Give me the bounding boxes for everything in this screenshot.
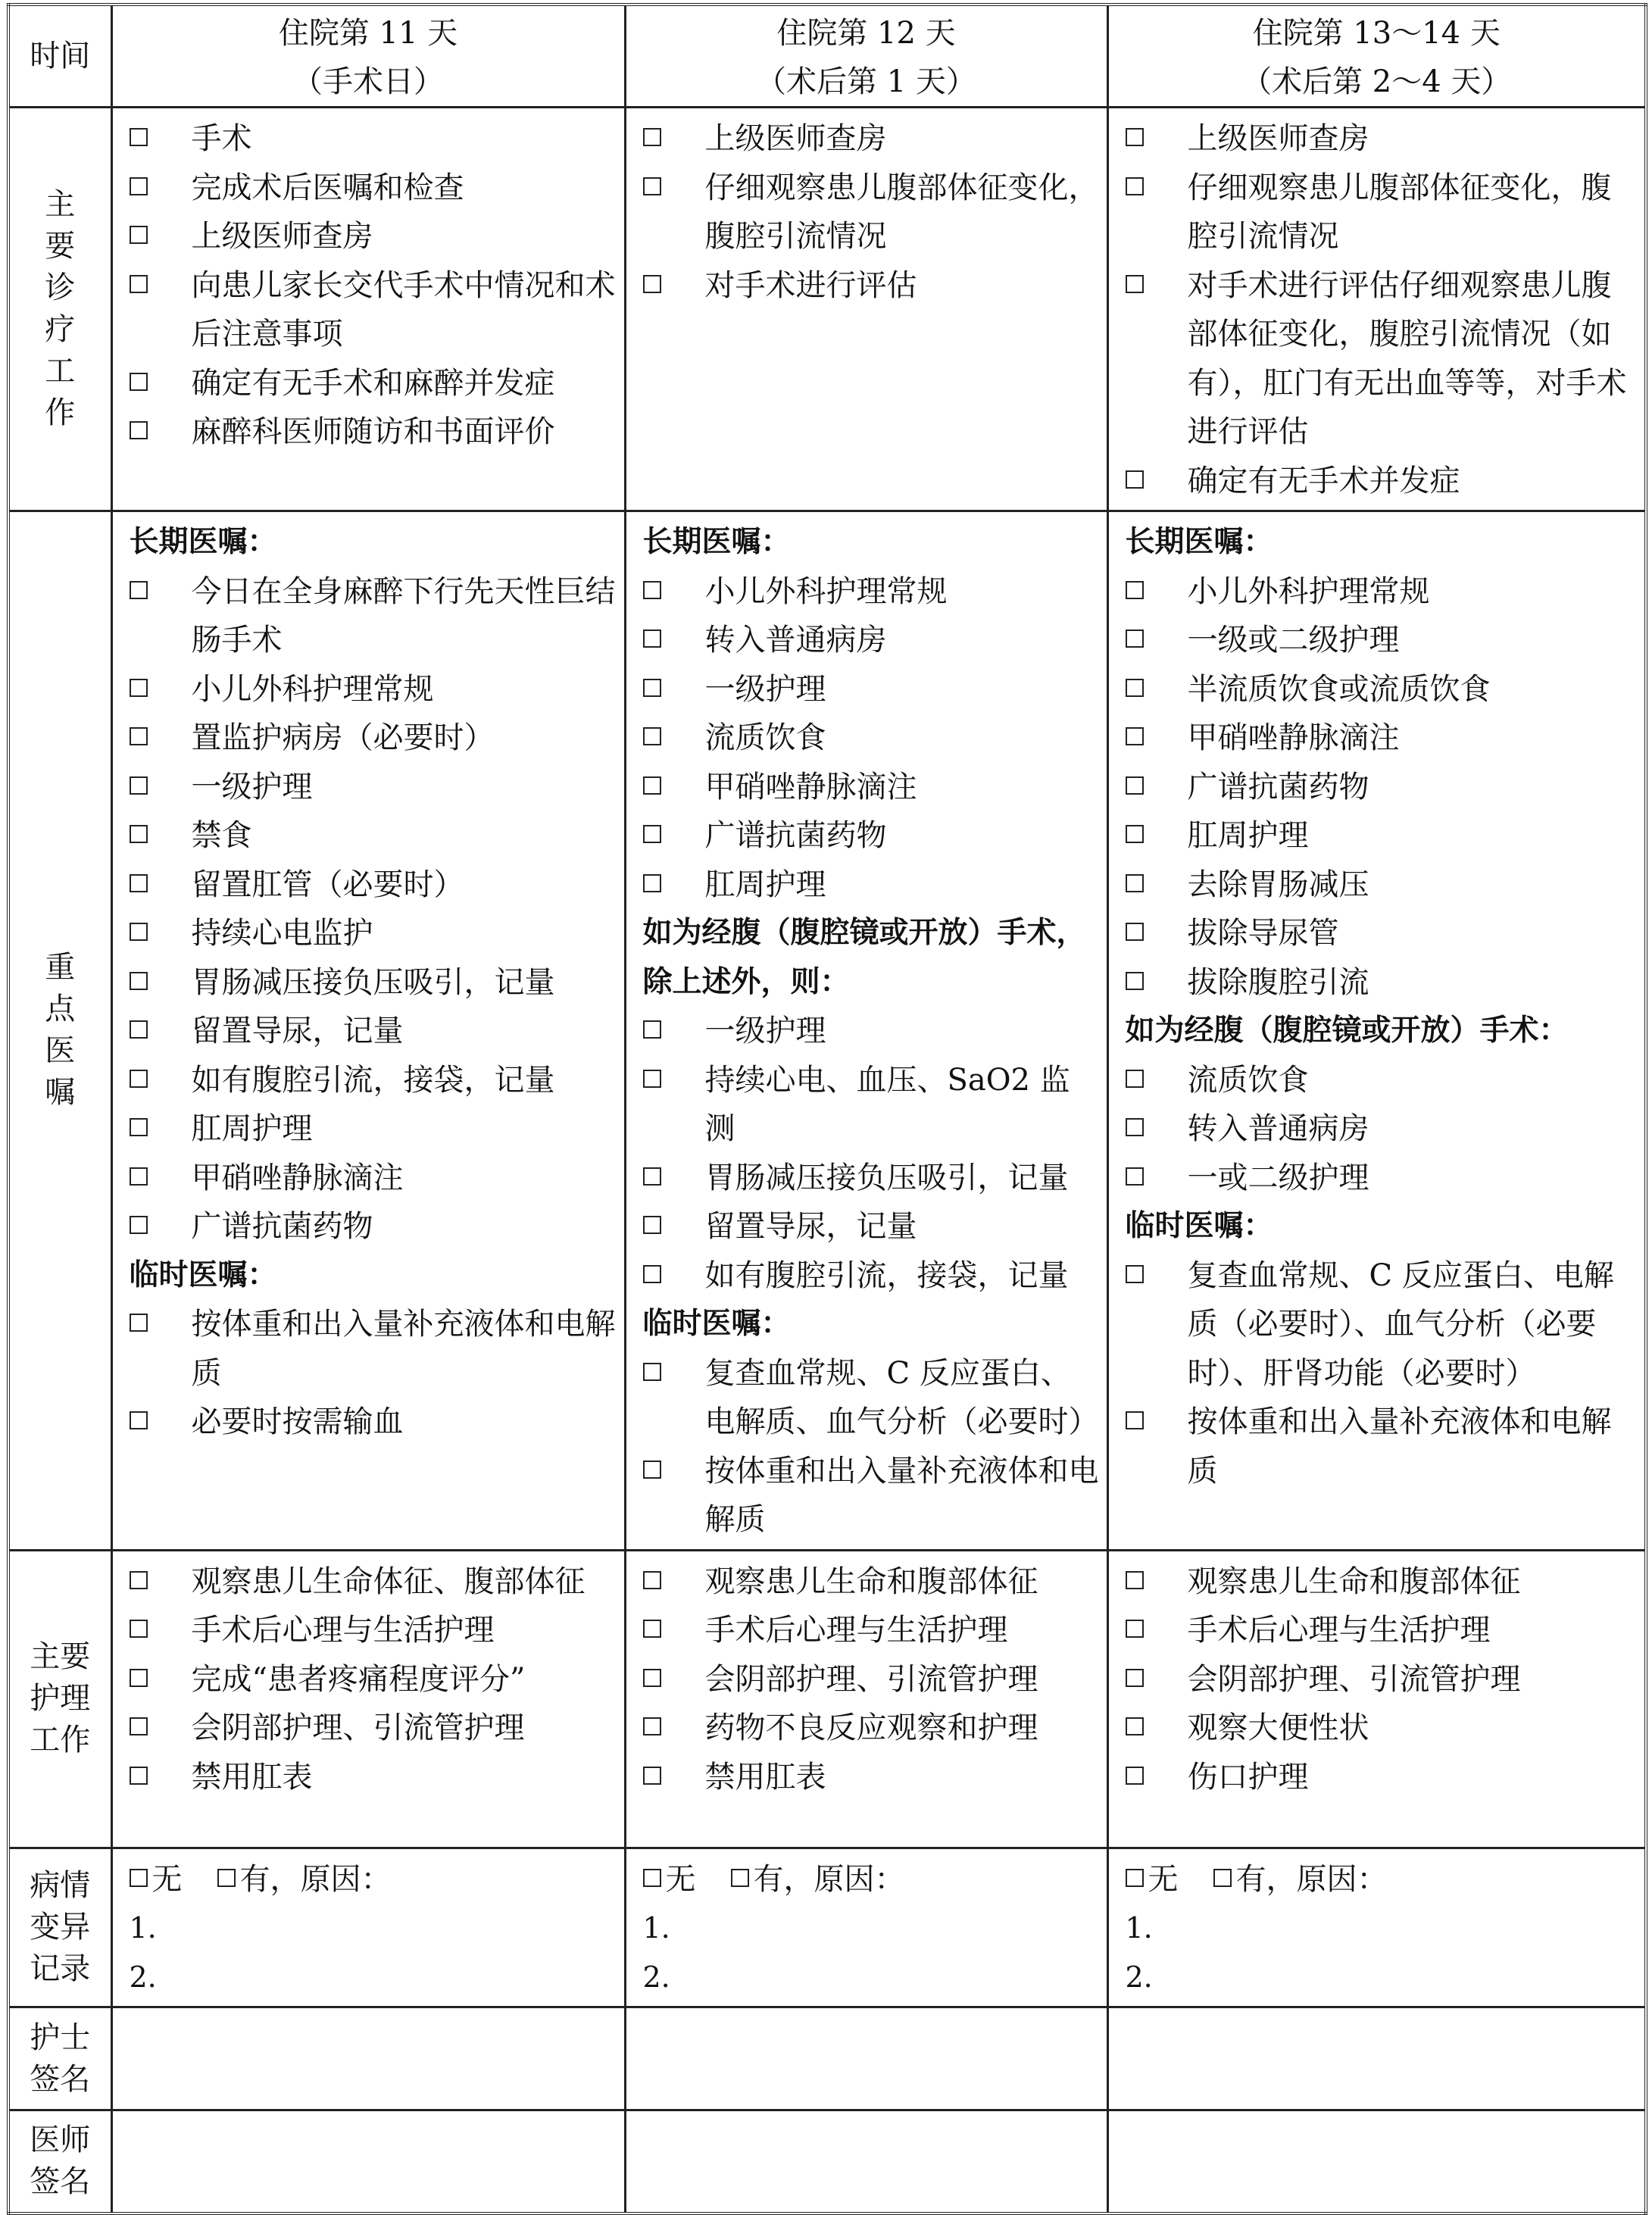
checkbox[interactable] [130,923,148,941]
checklist-item [130,1056,617,1105]
checklist-item [1126,909,1638,958]
checklist-item [1126,1154,1638,1203]
checkbox[interactable] [130,1216,148,1234]
variation-none-checkbox[interactable] [130,1869,148,1887]
checkbox[interactable] [130,1571,148,1589]
checklist-item [1126,1655,1638,1704]
nurse-sign-field-day13-14[interactable] [1107,2007,1646,2110]
checklist-item [130,1154,617,1203]
checklist-item [643,1655,1099,1704]
nursing-col2 [625,1550,1107,1848]
checklist-item-text: 一级护理 [191,769,313,804]
checkbox[interactable] [643,776,661,795]
checklist-item-text: 留置导尿，记量 [704,1209,917,1244]
temporary-orders-title: 临时医嘱： [642,1307,791,1341]
checklist-item-text: 今日在全身麻醉下行先天性巨结肠手术 [191,573,616,658]
checklist-item [130,811,617,861]
checklist-item-text: 转入普通病房 [1187,1111,1369,1146]
checklist-item [130,958,617,1008]
checklist-item [1126,763,1638,812]
checkbox[interactable] [1126,581,1144,599]
checkbox[interactable] [1126,825,1144,843]
checklist-item [1126,1704,1638,1753]
variation-row [8,1848,1646,2007]
checklist-item [643,616,1099,665]
variation-none-checkbox[interactable] [1126,1869,1144,1887]
checklist-item [130,1704,617,1753]
orders-row-label: 重 点 医 嘱 [8,511,111,1551]
temporary-orders-title: 临时医嘱： [1125,1209,1273,1243]
orders-col2 [625,511,1107,1551]
checkbox[interactable] [1126,177,1144,195]
checkbox[interactable] [1126,1411,1144,1429]
nursing-row-label: 主要 护理 工作 [8,1550,111,1848]
checklist-item-text: 观察大便性状 [1187,1710,1369,1745]
nurse-sign-field-day12[interactable] [625,2007,1107,2110]
checkbox[interactable] [643,1767,661,1785]
variation-row-label: 病情 变异 记录 [8,1848,111,2007]
clinical-pathway-sheet [7,3,1644,2215]
checkbox[interactable] [643,275,661,293]
checklist-item-text: 一级护理 [704,1014,826,1048]
checklist-item [643,1349,1099,1447]
checklist-item-text: 手术后心理与生活护理 [704,1613,1008,1648]
checklist-item [643,1007,1099,1056]
checklist-item-text: 持续心电、血压、SaO2 监测 [704,1062,1070,1146]
checkbox[interactable] [130,1767,148,1785]
checkbox[interactable] [1126,630,1144,648]
checklist-item-text: 完成“患者疼痛程度评分” [191,1661,526,1697]
checklist-item-text: 上级医师查房 [704,121,887,156]
checklist-item [643,1447,1099,1545]
checklist-item-text: 甲硝唑静脉滴注 [191,1160,404,1195]
checklist-item [643,164,1099,261]
checklist-item [643,714,1099,763]
checkbox[interactable] [643,874,661,892]
checklist-item [643,1557,1099,1607]
checklist-item [643,1753,1099,1802]
checklist-item [1126,1251,1638,1398]
checklist-item-text: 对手术进行评估仔细观察患儿腹部体征变化，腹腔引流情况（如有），肛门有无出血等等，对手术进行评估 [1187,267,1627,449]
checklist-item-text: 留置导尿，记量 [191,1014,404,1048]
checklist-item-text: 小儿外科护理常规 [704,573,948,609]
checkbox[interactable] [643,1717,661,1735]
checklist-item-text: 流质饮食 [1187,1062,1309,1098]
checkbox[interactable] [643,679,661,697]
nursing-col1 [111,1550,625,1848]
variation-has-label: 有，原因： [1235,1861,1388,1897]
checklist-item-text: 复查血常规、C 反应蛋白、电解质、血气分析（必要时） [704,1355,1099,1439]
checkbox[interactable] [643,1070,661,1088]
variation-has-label: 有，原因： [753,1861,905,1897]
variation-none-label: 无 [665,1861,696,1897]
column-header-day12: 住院第 12 天 （术后第 1 天） [625,5,1107,108]
checkbox[interactable] [643,1571,661,1589]
checklist-item [130,408,617,457]
nurse-sign-row [8,2007,1646,2110]
variation-has-checkbox[interactable] [731,1869,749,1887]
temporary-orders-title: 临时医嘱： [129,1257,277,1292]
checklist-item [643,1202,1099,1251]
checklist-item [130,1655,617,1704]
checklist-item [130,665,617,714]
orders-col1 [111,511,625,1551]
checklist-item [130,1557,617,1607]
variation-line-2[interactable]: 2. [1125,1960,1153,1994]
checkbox[interactable] [643,128,661,146]
doctor-sign-field-day13-14[interactable] [1107,2110,1646,2213]
checklist-item-text: 广谱抗菌药物 [1187,769,1369,804]
checklist-item-text: 按体重和出入量补充液体和电解质 [1187,1404,1612,1489]
checkbox[interactable] [130,373,148,391]
checklist-item-text: 向患儿家长交代手术中情况和术后注意事项 [191,267,616,351]
checkbox[interactable] [1126,1571,1144,1589]
checklist-item [643,665,1099,714]
checklist-item-text: 必要时按需输血 [191,1404,404,1439]
checklist-item-text: 胃肠减压接负压吸引，记量 [191,964,555,1000]
checklist-item [1126,665,1638,714]
checkbox[interactable] [1126,1717,1144,1735]
checklist-item-text: 拔除腹腔引流 [1187,964,1369,1000]
checklist-item [1126,616,1638,665]
checkbox[interactable] [1126,776,1144,795]
checkbox[interactable] [130,1620,148,1638]
checkbox[interactable] [130,825,148,843]
diagnosis-col1 [111,108,625,511]
checklist-item-text: 如有腹腔引流，接袋，记量 [191,1062,555,1098]
checkbox[interactable] [130,679,148,697]
checkbox[interactable] [130,1411,148,1429]
checklist-item-text: 禁用肛表 [191,1759,313,1795]
checklist-item [1126,1056,1638,1105]
checklist-item-text: 复查血常规、C 反应蛋白、电解质（必要时）、血气分析（必要时）、肝肾功能（必要时） [1187,1257,1614,1391]
checkbox[interactable] [643,630,661,648]
checkbox[interactable] [1126,679,1144,697]
checklist-item [643,1251,1099,1301]
checklist-item [130,714,617,763]
checklist-item-text: 广谱抗菌药物 [191,1209,373,1244]
checklist-item [1126,457,1638,506]
variation-choice-line [1126,1855,1638,1904]
checklist-item [130,567,617,665]
checklist-item-text: 持续心电监护 [191,916,373,951]
checklist-item [130,1398,617,1447]
nurse-sign-label: 护士 签名 [8,2007,111,2110]
checkbox[interactable] [643,1620,661,1638]
checklist-item-text: 一级护理 [704,671,826,707]
checklist-item-text: 如有腹腔引流，接袋，记量 [704,1257,1069,1293]
checkbox[interactable] [1126,1118,1144,1136]
header-row [8,5,1646,108]
checkbox[interactable] [643,581,661,599]
checkbox[interactable] [643,825,661,843]
checklist-item [1126,567,1638,617]
checklist-item-text: 拔除导尿管 [1187,916,1339,951]
checklist-item [130,1300,617,1398]
checklist-item [1126,1606,1638,1655]
clinical-pathway-table [7,3,1647,2215]
checklist-item-text: 确定有无手术和麻醉并发症 [191,365,555,401]
column-header-day11: 住院第 11 天 （手术日） [111,5,625,108]
checklist-item-text: 确定有无手术并发症 [1187,463,1460,498]
checklist-item-text: 观察患儿生命体征、腹部体征 [191,1564,586,1599]
checkbox[interactable] [1126,275,1144,293]
checkbox[interactable] [130,1070,148,1088]
checkbox[interactable] [1126,874,1144,892]
nurse-sign-field-day11[interactable] [111,2007,625,2110]
checklist-item [643,763,1099,812]
variation-none-label: 无 [1148,1861,1179,1897]
checklist-item [130,1606,617,1655]
checklist-item [130,164,617,213]
column-header-day13-14: 住院第 13～14 天 （术后第 2～4 天） [1107,5,1646,108]
checklist-item-text: 一级或二级护理 [1187,623,1400,658]
diagnosis-row [8,108,1646,511]
time-label: 时间 [8,5,111,108]
checklist-item [1126,114,1638,164]
checklist-item [130,909,617,958]
checklist-item-text: 手术后心理与生活护理 [191,1613,495,1648]
checklist-item-text: 肛周护理 [191,1111,313,1146]
checklist-item [130,1202,617,1251]
checklist-item-text: 伤口护理 [1187,1759,1309,1795]
checklist-item-text: 按体重和出入量补充液体和电解质 [191,1307,616,1391]
checklist-item-text: 上级医师查房 [191,219,373,254]
variation-col3 [1107,1848,1646,2007]
diagnosis-col3 [1107,108,1646,511]
checklist-item-text: 观察患儿生命和腹部体征 [704,1564,1038,1599]
checklist-item-text: 置监护病房（必要时） [191,720,495,755]
checklist-item-text: 去除胃肠减压 [1187,867,1369,902]
checkbox[interactable] [643,1669,661,1687]
variation-line-2[interactable]: 2. [129,1960,157,1994]
variation-has-checkbox[interactable] [217,1869,236,1887]
checklist-item-text: 肛周护理 [1187,818,1309,853]
checklist-item [1126,958,1638,1008]
checklist-item-text: 广谱抗菌药物 [704,818,887,853]
checklist-item-text: 按体重和出入量补充液体和电解质 [704,1453,1099,1537]
checklist-item [643,1056,1099,1154]
checkbox[interactable] [130,776,148,795]
checklist-item-text: 小儿外科护理常规 [1187,573,1430,609]
checklist-item-text: 药物不良反应观察和护理 [704,1710,1038,1745]
checkbox[interactable] [1126,923,1144,941]
doctor-sign-row [8,2110,1646,2213]
variation-line-1[interactable]: 1. [129,1911,157,1945]
checklist-item-text: 手术后心理与生活护理 [1187,1613,1491,1648]
variation-line-1[interactable]: 1. [1125,1911,1153,1945]
checkbox[interactable] [130,128,148,146]
checkbox[interactable] [643,1461,661,1479]
checkbox[interactable] [1126,1167,1144,1186]
checklist-item [643,567,1099,617]
diagnosis-row-label: 主 要 诊 疗 工 作 [8,108,111,511]
checkbox[interactable] [130,874,148,892]
orders-row [8,511,1646,1551]
checklist-item-text: 半流质饮食或流质饮食 [1187,671,1491,707]
checkbox[interactable] [130,421,148,439]
checkbox[interactable] [1126,470,1144,489]
checkbox[interactable] [1126,1767,1144,1785]
checklist-item [643,1154,1099,1203]
checklist-item-text: 对手术进行评估 [704,267,917,303]
variation-line-1[interactable]: 1. [642,1911,670,1945]
checkbox[interactable] [130,581,148,599]
variation-none-label: 无 [151,1861,183,1897]
checklist-item [130,114,617,164]
checkbox[interactable] [643,1363,661,1381]
checklist-item-text: 上级医师查房 [1187,121,1369,156]
checkbox[interactable] [643,727,661,745]
nursing-col3 [1107,1550,1646,1848]
variation-line-2[interactable]: 2. [642,1960,670,1994]
checklist-item [130,1104,617,1154]
checkbox[interactable] [130,972,148,990]
checklist-item-text: 肛周护理 [704,867,826,902]
checklist-item [643,811,1099,861]
checklist-item-text: 会阴部护理、引流管护理 [1187,1661,1521,1697]
doctor-sign-field-day12[interactable] [625,2110,1107,2213]
checkbox[interactable] [643,1216,661,1234]
checklist-item-text: 仔细观察患儿腹部体征变化，腹腔引流情况 [1187,170,1612,254]
checklist-item [130,763,617,812]
checklist-item [643,861,1099,910]
checkbox[interactable] [1126,972,1144,990]
checkbox[interactable] [643,1265,661,1283]
transabdominal-note: 如为经腹（腹腔镜或开放）手术，除上述外，则： [642,916,1086,999]
transabdominal-note: 如为经腹（腹腔镜或开放）手术： [1125,1014,1569,1048]
checklist-item [130,212,617,261]
checklist-item [1126,261,1638,457]
checkbox[interactable] [1126,128,1144,146]
checklist-item-text: 甲硝唑静脉滴注 [704,769,917,804]
checkbox[interactable] [130,177,148,195]
checklist-item-text: 一或二级护理 [1187,1160,1369,1195]
checkbox[interactable] [643,1020,661,1039]
checklist-item [1126,714,1638,763]
checklist-item [1126,811,1638,861]
checkbox[interactable] [1126,1070,1144,1088]
variation-none-checkbox[interactable] [643,1869,661,1887]
checklist-item [1126,1104,1638,1154]
checklist-item-text: 禁食 [191,818,252,853]
nursing-row [8,1550,1646,1848]
checklist-item [130,1753,617,1802]
checklist-item-text: 留置肛管（必要时） [191,867,464,902]
checklist-item-text: 完成术后医嘱和检查 [191,170,464,205]
checkbox[interactable] [643,177,661,195]
checklist-item-text: 禁用肛表 [704,1759,826,1795]
checklist-item-text: 手术 [191,121,252,156]
checklist-item-text: 小儿外科护理常规 [191,671,434,707]
variation-choice-line [130,1855,617,1904]
checkbox[interactable] [1126,1265,1144,1283]
checklist-item [643,1606,1099,1655]
checkbox[interactable] [130,1669,148,1687]
checklist-item-text: 会阴部护理、引流管护理 [704,1661,1038,1697]
checklist-item [1126,1557,1638,1607]
checkbox[interactable] [130,1717,148,1735]
checklist-item-text: 观察患儿生命和腹部体征 [1187,1564,1521,1599]
checkbox[interactable] [1126,1669,1144,1687]
checkbox[interactable] [130,1167,148,1186]
variation-col1 [111,1848,625,2007]
long-term-orders-title: 长期医嘱： [129,525,277,559]
long-term-orders-title: 长期医嘱： [642,525,791,559]
variation-choice-line [643,1855,1099,1904]
orders-col3 [1107,511,1646,1551]
checkbox[interactable] [643,1167,661,1186]
checkbox[interactable] [130,727,148,745]
checklist-item-text: 仔细观察患儿腹部体征变化，腹腔引流情况 [704,170,1099,254]
checkbox[interactable] [1126,1620,1144,1638]
variation-col2 [625,1848,1107,2007]
checkbox[interactable] [130,1314,148,1332]
checkbox[interactable] [130,1020,148,1039]
variation-has-checkbox[interactable] [1213,1869,1232,1887]
long-term-orders-title: 长期医嘱： [1125,525,1273,559]
checklist-item [643,114,1099,164]
checklist-item-text: 胃肠减压接负压吸引，记量 [704,1160,1069,1195]
diagnosis-col2 [625,108,1107,511]
checklist-item [1126,164,1638,261]
checklist-item-text: 转入普通病房 [704,623,887,658]
checklist-item [130,261,617,359]
checklist-item [1126,1753,1638,1802]
checklist-item [643,261,1099,311]
checkbox[interactable] [130,226,148,244]
checklist-item [130,359,617,408]
checklist-item [130,861,617,910]
checklist-item [1126,861,1638,910]
checkbox[interactable] [130,1118,148,1136]
variation-has-label: 有，原因： [239,1861,392,1897]
checklist-item-text: 流质饮食 [704,720,826,755]
checklist-item-text: 甲硝唑静脉滴注 [1187,720,1400,755]
checkbox[interactable] [130,275,148,293]
doctor-sign-field-day11[interactable] [111,2110,625,2213]
doctor-sign-label: 医师 签名 [8,2110,111,2213]
checklist-item [130,1007,617,1056]
checkbox[interactable] [1126,727,1144,745]
checklist-item-text: 会阴部护理、引流管护理 [191,1710,525,1745]
checklist-item-text: 麻醉科医师随访和书面评价 [191,414,555,449]
checklist-item [1126,1398,1638,1495]
checklist-item [643,1704,1099,1753]
